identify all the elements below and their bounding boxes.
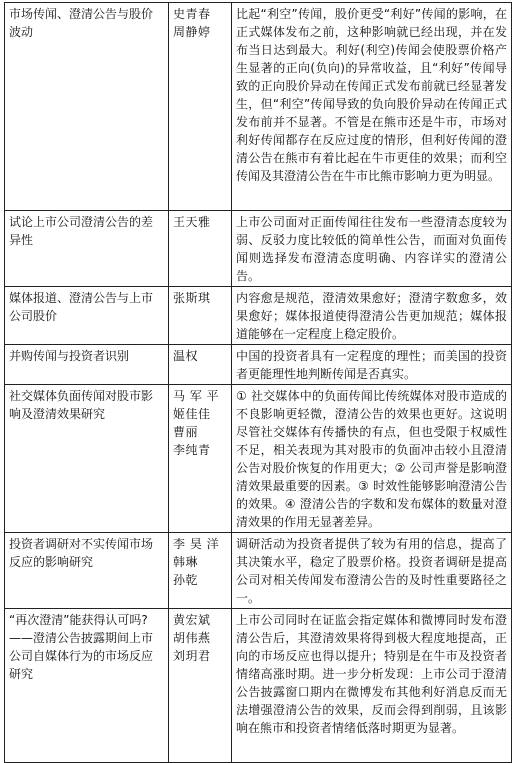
author-name: 王天雅 — [173, 215, 211, 229]
finding-cell: 中国的投资者具有一定程度的理性；而美国的投资者更能理性地判断传闻是否真实。 — [232, 345, 512, 385]
author-name: 张斯琪 — [173, 291, 211, 305]
topic-cell: 投资者调研对不实传闻市场反应的影响研究 — [5, 533, 169, 609]
topic-cell: 社交媒体负面传闻对股市影响及澄清效果研究 — [5, 385, 169, 533]
author-name: 姬佳佳 — [173, 407, 211, 421]
table-row — [5, 211, 512, 287]
author-name: 史青春 — [173, 7, 211, 21]
table-row — [5, 533, 512, 609]
table-row — [5, 3, 512, 211]
author-name: 曹丽 — [173, 425, 199, 439]
author-name: 黄宏斌 — [173, 613, 211, 627]
finding-cell: 内容愈是规范，澄清效果愈好；澄清字数愈多，效果愈好；媒体报道使得澄清公告更加规范；媒体报道能够在一定程度上稳定股价。 — [232, 287, 512, 345]
table-row — [5, 609, 512, 763]
author-cell — [169, 533, 232, 609]
topic-cell: 市场传闻、澄清公告与股价波动 — [5, 3, 169, 211]
author-name: 韩琳 — [173, 555, 199, 569]
author-name: 孙乾 — [173, 573, 199, 587]
author-name: 李纯青 — [173, 443, 211, 457]
author-cell — [169, 287, 232, 345]
table-row — [5, 385, 512, 533]
author-name: 马 军 平 — [173, 389, 220, 403]
author-cell — [169, 211, 232, 287]
finding-cell: 上市公司面对正面传闻往往发布一些澄清态度较为弱、反驳力度比较低的简单性公告，而面对负面传闻则选择发布澄清态度明确、内容详实的澄清公告。 — [232, 211, 512, 287]
author-name: 温权 — [173, 349, 199, 363]
topic-cell: 媒体报道、澄清公告与上市公司股价 — [5, 287, 169, 345]
topic-cell: “再次澄清”能获得认可吗?——澄清公告披露期间上市公司自媒体行为的市场反应研究 — [5, 609, 169, 763]
author-cell — [169, 385, 232, 533]
finding-cell: 比起“利空”传闻，股价更受“利好”传闻的影响，在正式媒体发布之前，这种影响就已经出现，并在发布当日达到最大。利好(利空)传闻会使股票价格产生显著的正向(负向)的异常收益，且“利好”传闻导致的正向股价异动在传闻正式发布前就已经显著发生，但“利空”传闻导致的负向股价异动在传闻正式发布前并不显著。不管是在熊市还是牛市，市场对利好传闻都存在反应过度的情形，但利好传闻的澄清公告在熊市有着比起在牛市更佳的效果；而利空传闻及其澄清公告在牛市比熊市影响力更为明显。 — [232, 3, 512, 211]
author-cell — [169, 345, 232, 385]
finding-cell: ① 社交媒体中的负面传闻比传统媒体对股市造成的不良影响更轻微，澄清公告的效果也更好。这说明尽管社交媒体有传播快的有点，但也受限于权威性不足，相关表现为其对股市的负面冲击较小且澄清公告对股价恢复的作用更大；② 公司声誉是影响澄清效果最重要的因素。③ 时效性能够影响澄清公告的效果。④ 澄清公告的字数和发布媒体的数量对澄清效果的作用无显著差异。 — [232, 385, 512, 533]
finding-cell: 调研活动为投资者提供了较为有用的信息，提高了其决策水平，稳定了股票价格。投资者调研是提高公司对相关传闻发布澄清公告的及时性重要路径之一。 — [232, 533, 512, 609]
author-name: 李 昊 洋 — [173, 537, 220, 551]
topic-cell: 试论上市公司澄清公告的差异性 — [5, 211, 169, 287]
literature-table — [4, 2, 512, 763]
finding-cell: 上市公司同时在证监会指定媒体和微博同时发布澄清公告后，其澄清效果将得到极大程度地提高，正向的市场反应也得以提升；特别是在牛市及投资者情绪高涨时期。进一步分析发现：上市公司于澄清公告披露窗口期内在微博发布其他利好消息反而无法增强澄清公告的效果，反而会得到削弱，且该影响在熊市和投资者情绪低落时期更为显著。 — [232, 609, 512, 763]
author-cell — [169, 609, 232, 763]
table-row — [5, 287, 512, 345]
topic-cell: 并购传闻与投资者识别 — [5, 345, 169, 385]
author-name: 胡伟燕 — [173, 631, 211, 645]
author-cell — [169, 3, 232, 211]
author-name: 刘玥君 — [173, 649, 211, 663]
table-row — [5, 345, 512, 385]
author-name: 周静婷 — [173, 25, 211, 39]
